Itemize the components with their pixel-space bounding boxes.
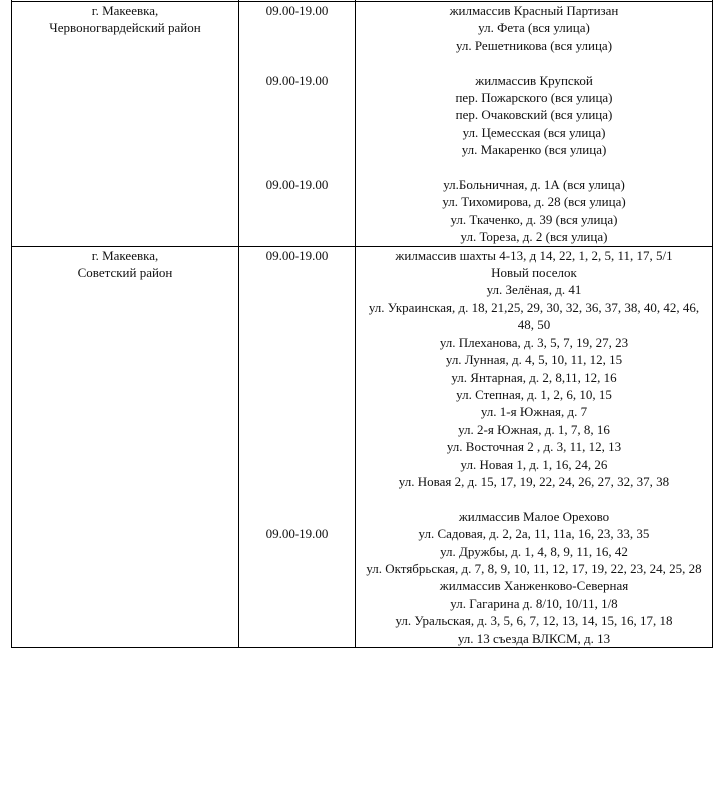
address-line: ул. 1-я Южная, д. 7 xyxy=(480,404,588,420)
district-cell xyxy=(12,246,239,647)
address-line: ул. Уральская, д. 3, 5, 6, 7, 12, 13, 14, 15, 16, 17, 18 xyxy=(395,613,673,629)
time-label: 09.00-19.00 xyxy=(265,3,329,18)
address-line: ул. Дружбы, д. 1, 4, 8, 9, 11, 16, 42 xyxy=(440,543,628,559)
address-line: жилмассив Ханженково-Северная xyxy=(439,578,629,594)
address-line: ул. Степная, д. 1, 2, 6, 10, 15 xyxy=(456,386,612,402)
time-cell xyxy=(239,246,356,647)
address-line: ул.Больничная, д. 1А (вся улица) xyxy=(443,177,625,193)
time-label: 09.00-19.00 xyxy=(265,247,329,263)
address-line: ул. Цемесская (вся улица) xyxy=(462,124,606,140)
time-label: 09.00-19.00 xyxy=(265,72,329,88)
addresses-cell xyxy=(356,246,713,647)
address-line: ул. Плеханова, д. 3, 5, 7, 19, 27, 23 xyxy=(439,334,629,350)
address-line: ул. Ткаченко, д. 39 (вся улица) xyxy=(450,211,618,227)
address-line: ул. Новая 2, д. 15, 17, 19, 22, 24, 26, 27, 32, 37, 38 xyxy=(398,473,670,489)
address-line: ул. Янтарная, д. 2, 8,11, 12, 16 xyxy=(451,369,617,385)
outage-schedule-table xyxy=(11,0,713,648)
address-line: ул. Фета (вся улица) xyxy=(478,20,590,36)
address-line: ул. Лунная, д. 4, 5, 10, 11, 12, 15 xyxy=(445,352,623,368)
address-line: жилмассив Крупской xyxy=(475,72,593,88)
address-line: ул. Восточная 2 , д. 3, 11, 12, 13 xyxy=(446,439,622,455)
address-line: ул. Тихомирова, д. 28 (вся улица) xyxy=(442,194,626,210)
address-line: ул. Садовая, д. 2, 2а, 11, 11а, 16, 23, 33, 35 xyxy=(418,526,650,542)
address-line: ул. Новая 1, д. 1, 16, 24, 26 xyxy=(460,456,608,472)
address-line: ул. 13 съезда ВЛКСМ, д. 13 xyxy=(457,630,611,646)
address-line: пер. Пожарского (вся улица) xyxy=(455,90,613,106)
address-line: жилмассив Малое Орехово xyxy=(458,508,610,524)
district-label: Советский район xyxy=(77,265,173,281)
address-line: жилмассив шахты 4-13, д 14, 22, 1, 2, 5, 11, 17, 5/1 xyxy=(395,247,673,263)
address-line: ул. Зелёная, д. 41 xyxy=(486,282,582,298)
district-cell xyxy=(12,2,239,247)
addresses-cell xyxy=(356,2,713,247)
table-row xyxy=(12,2,713,247)
table-row xyxy=(12,246,713,647)
address-line: ул. Украинская, д. 18, 21,25, 29, 30, 32, 36, 37, 38, 40, 42, 46, 48, 50 xyxy=(368,299,700,333)
time-label: 09.00-19.00 xyxy=(265,525,329,541)
time-label: 09.00-19.00 xyxy=(265,176,329,192)
address-line: ул. Макаренко (вся улица) xyxy=(461,142,607,158)
address-line: ул. Тореза, д. 2 (вся улица) xyxy=(460,229,608,245)
district-label: Червоногвардейский район xyxy=(49,20,201,36)
city-label: г. Макеевка, xyxy=(91,3,159,18)
address-line: ул. Октябрьская, д. 7, 8, 9, 10, 11, 12, 17, 19, 22, 23, 24, 25, 28 xyxy=(366,560,702,576)
time-cell xyxy=(239,2,356,247)
city-label: г. Макеевка, xyxy=(91,247,159,263)
address-line: ул. Решетникова (вся улица) xyxy=(455,37,613,53)
address-line: Новый поселок xyxy=(491,265,577,281)
address-line: ул. 2-я Южная, д. 1, 7, 8, 16 xyxy=(458,421,610,437)
address-line: ул. Гагарина д. 8/10, 10/11, 1/8 xyxy=(450,595,618,611)
address-line: жилмассив Красный Партизан xyxy=(449,3,619,18)
address-line: пер. Очаковский (вся улица) xyxy=(455,107,613,123)
